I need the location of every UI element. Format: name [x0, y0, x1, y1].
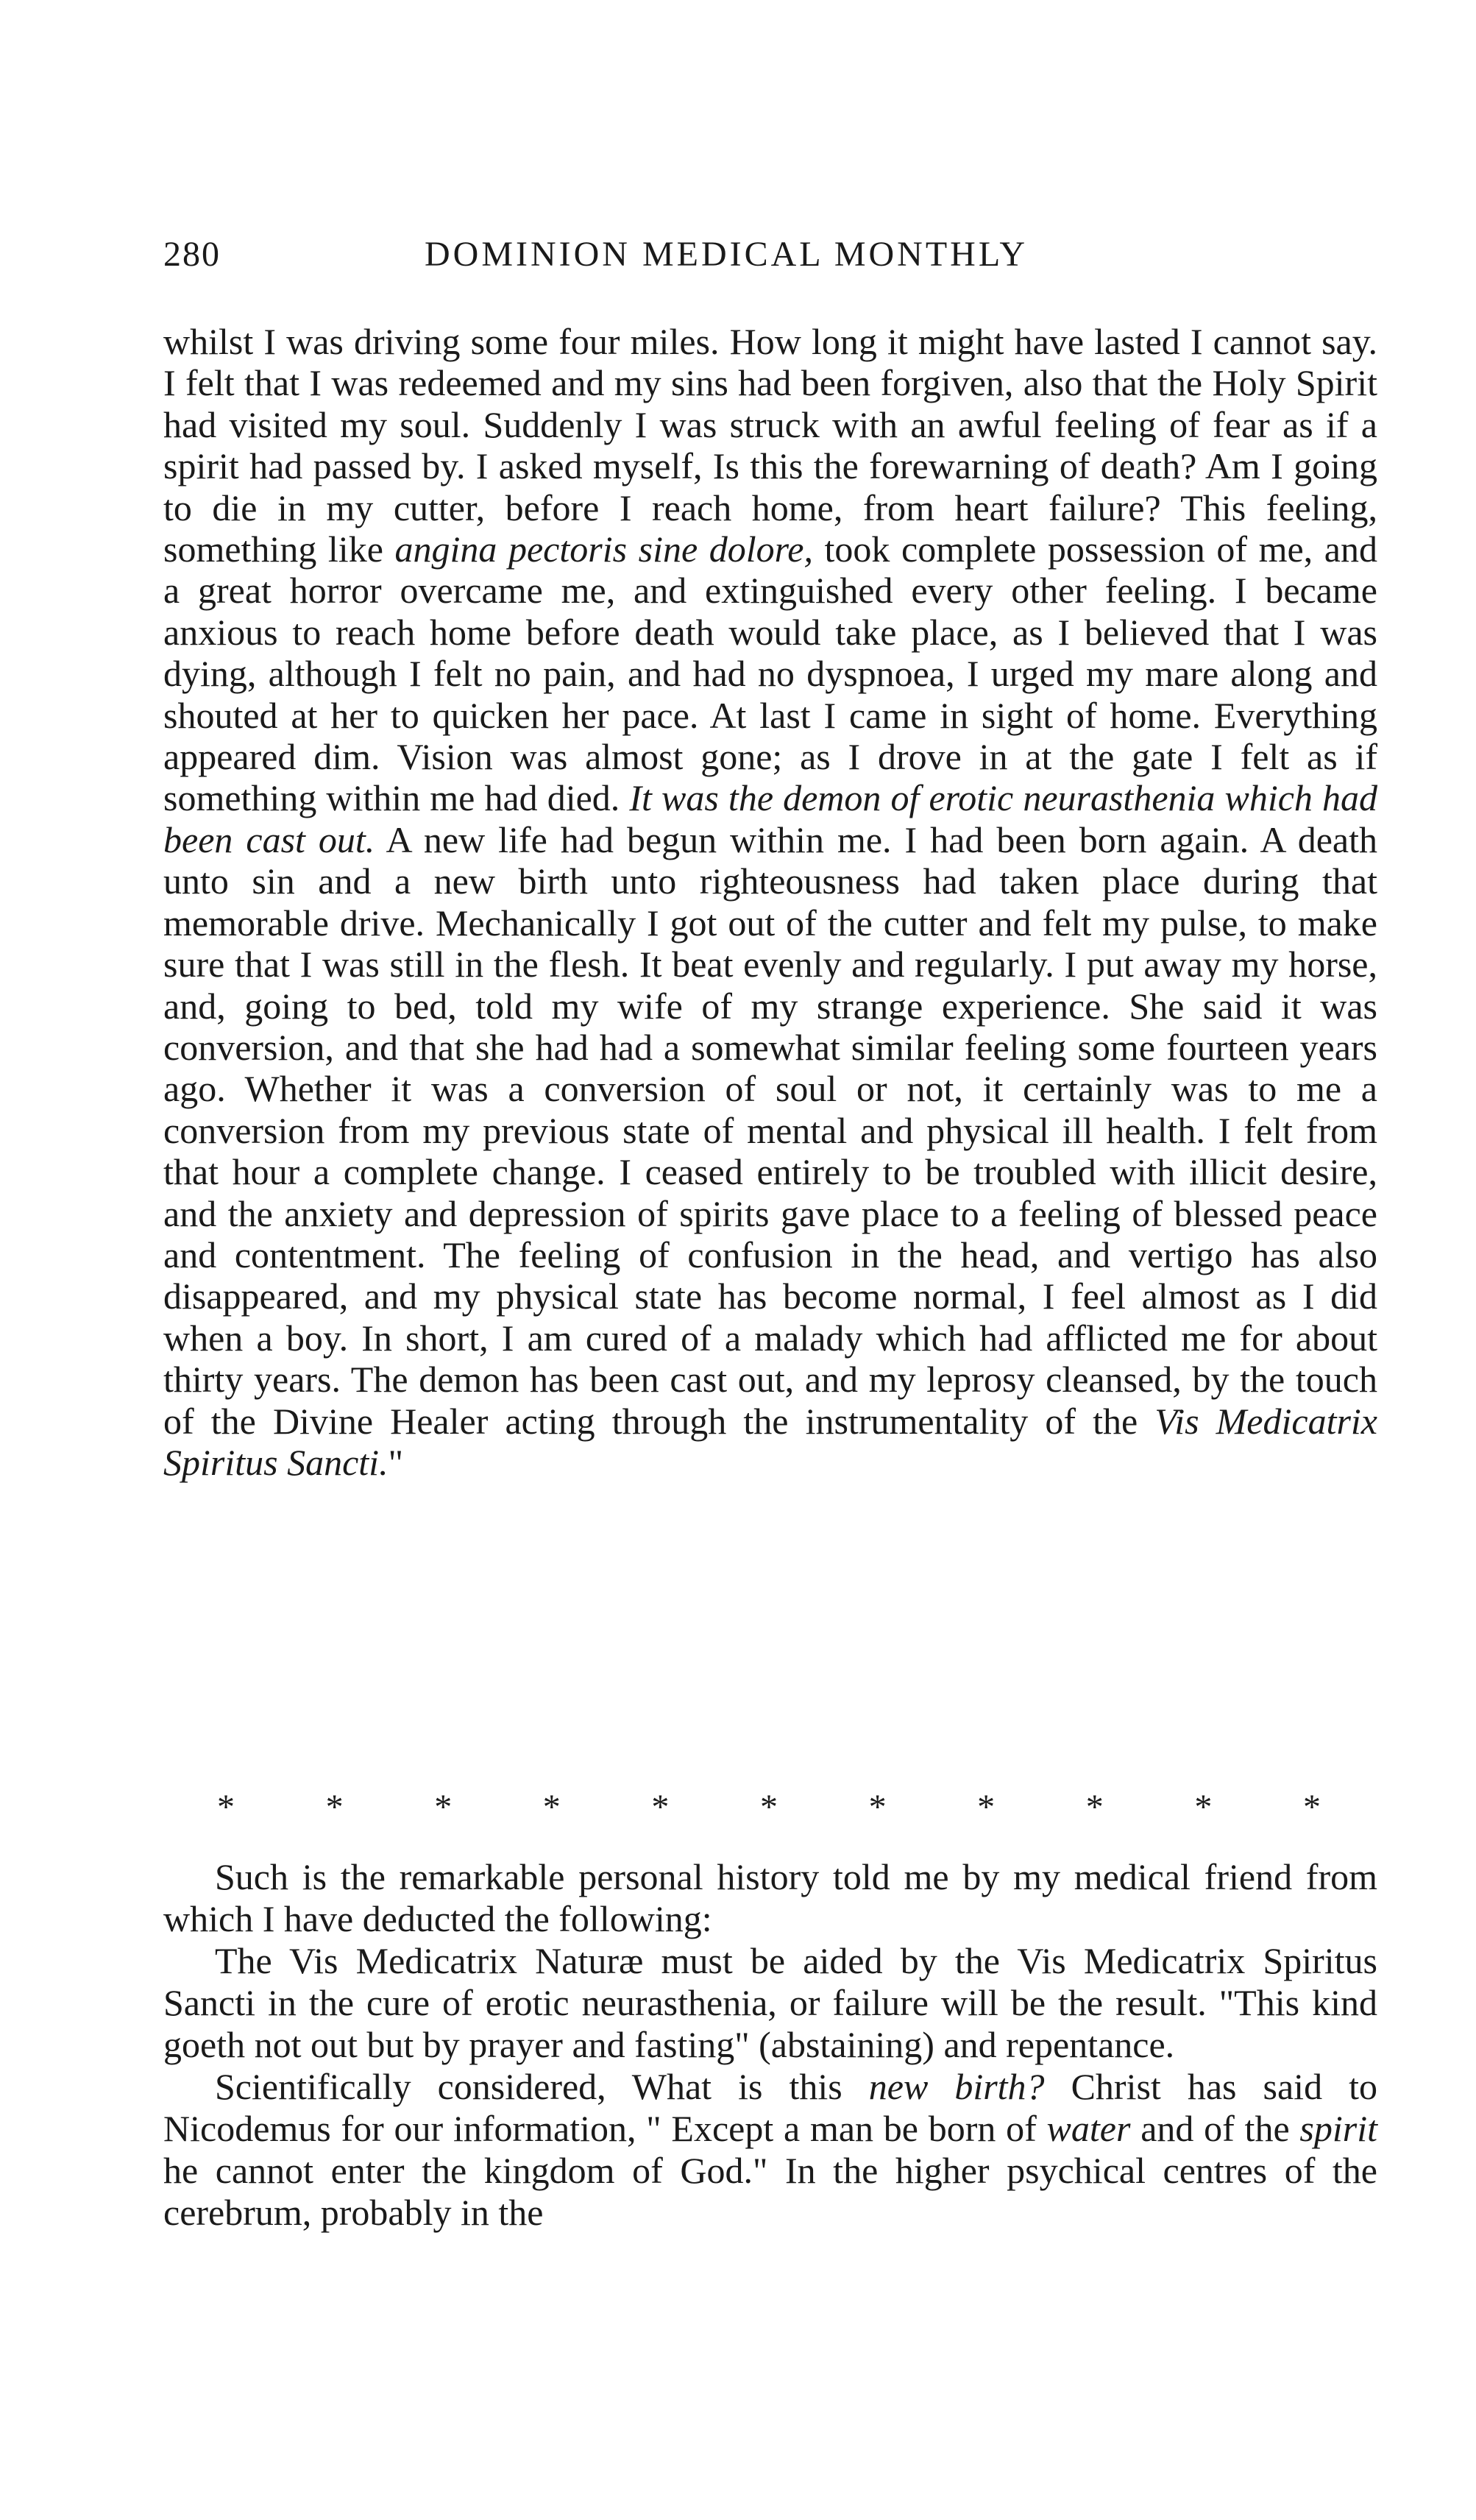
- italic-term: Vis Medicatrix Spiritus Sancti.: [163, 1400, 1378, 1483]
- divider-star: *: [977, 1788, 996, 1827]
- italic-term: angina pectoris sine dolore,: [394, 528, 813, 570]
- divider-star: *: [759, 1788, 778, 1827]
- text-run: and of the: [1130, 2108, 1300, 2149]
- running-head: DOMINION MEDICAL MONTHLY: [425, 235, 1029, 274]
- divider-star: *: [1085, 1788, 1104, 1827]
- italic-term: spirit: [1299, 2108, 1377, 2149]
- italic-term: new birth?: [868, 2066, 1045, 2107]
- text-run: he cannot enter the kingdom of God." In the higher psychical centres of the cerebrum, probably in the: [163, 2150, 1377, 2233]
- page-header: [163, 234, 1377, 286]
- divider-star: *: [651, 1788, 670, 1827]
- body-text-lower: [163, 1856, 1377, 2234]
- divider-star: *: [217, 1788, 235, 1827]
- italic-passage: It was the demon of erotic neurasthenia which had been cast out.: [163, 777, 1378, 860]
- text-run: Christ has said to Nicodemus for our information, " Except a man be born of: [163, 2066, 1377, 2149]
- italic-term: water: [1046, 2108, 1131, 2149]
- paragraph-personal-history: Such is the remarkable personal history told me by my medical friend from which I have deducted the following:: [163, 1856, 1377, 1939]
- paragraph-continued-narrative: [163, 321, 1377, 1483]
- divider-star: *: [868, 1788, 887, 1827]
- text-run: whilst I was driving some four miles. How long it might have lasted I cannot say. I felt that I was redeemed and my sins had been forgiven, also that the Holy Spirit had visited my soul. Suddenly I was struck with an awful feeling of fear as if a spirit had passed by. I asked myself, Is this the forewarning of death? Am I going to die in my cutter, before I reach home, from heart failure? This feeling, something like: [163, 321, 1377, 570]
- text-run: Scientifically considered, What is this: [215, 2066, 869, 2107]
- text-run: took complete possession of me, and a great horror overcame me, and extinguished every other feeling. I became anxious to reach home before death would take place, as I believed that I was dying, although I felt no pain, and had no dyspnoea, I urged my mare along and shouted at her to quicken her pace. At last I came in sight of home. Everything appeared dim. Vision was almost gone; as I drove in at the gate I felt as if something within me had died.: [163, 528, 1377, 819]
- text-run: ": [388, 1441, 403, 1483]
- divider-star: *: [1302, 1788, 1321, 1827]
- divider-star: *: [542, 1788, 561, 1827]
- body-text-upper: [163, 321, 1377, 1483]
- divider-star: *: [1194, 1788, 1213, 1827]
- divider-star: *: [434, 1788, 453, 1827]
- text-run: A new life had begun within me. I had been born again. A death unto sin and a new birth unto righteousness had taken place during that memorable drive. Mechanically I got out of the cutter and felt my pulse, to make sure that I was still in the flesh. It beat evenly and regularly. I put away my horse, and, going to bed, told my wife of my strange experience. She said it was conversion, and that she had had a somewhat similar feeling some fourteen years ago. Whether it was a conversion of soul or not, it certainly was to me a conversion from my previous state of mental and physical ill health. I felt from that hour a complete change. I ceased entirely to be troubled with illicit desire, and the anxiety and depression of spirits gave place to a feeling of blessed peace and contentment. The feeling of confusion in the head, and vertigo has also disappeared, and my physical state has become normal, I feel almost as I did when a boy. In short, I am cured of a malady which had afflicted me for about thirty years. The demon has been cast out, and my leprosy cleansed, by the touch of the Divine Healer acting through the instrumentality of the: [163, 818, 1377, 1442]
- section-divider-stars: [217, 1787, 1321, 1828]
- page-number: 280: [163, 235, 221, 274]
- paragraph-vis-medicatrix: The Vis Medicatrix Naturæ must be aided by the Vis Medicatrix Spiritus Sancti in the cure of erotic neurasthenia, or failure will be the result. "This kind goeth not out but by prayer and fasting" (abstaining) and repentance.: [163, 1940, 1377, 2065]
- divider-star: *: [325, 1788, 344, 1827]
- paragraph-new-birth: [163, 2066, 1377, 2234]
